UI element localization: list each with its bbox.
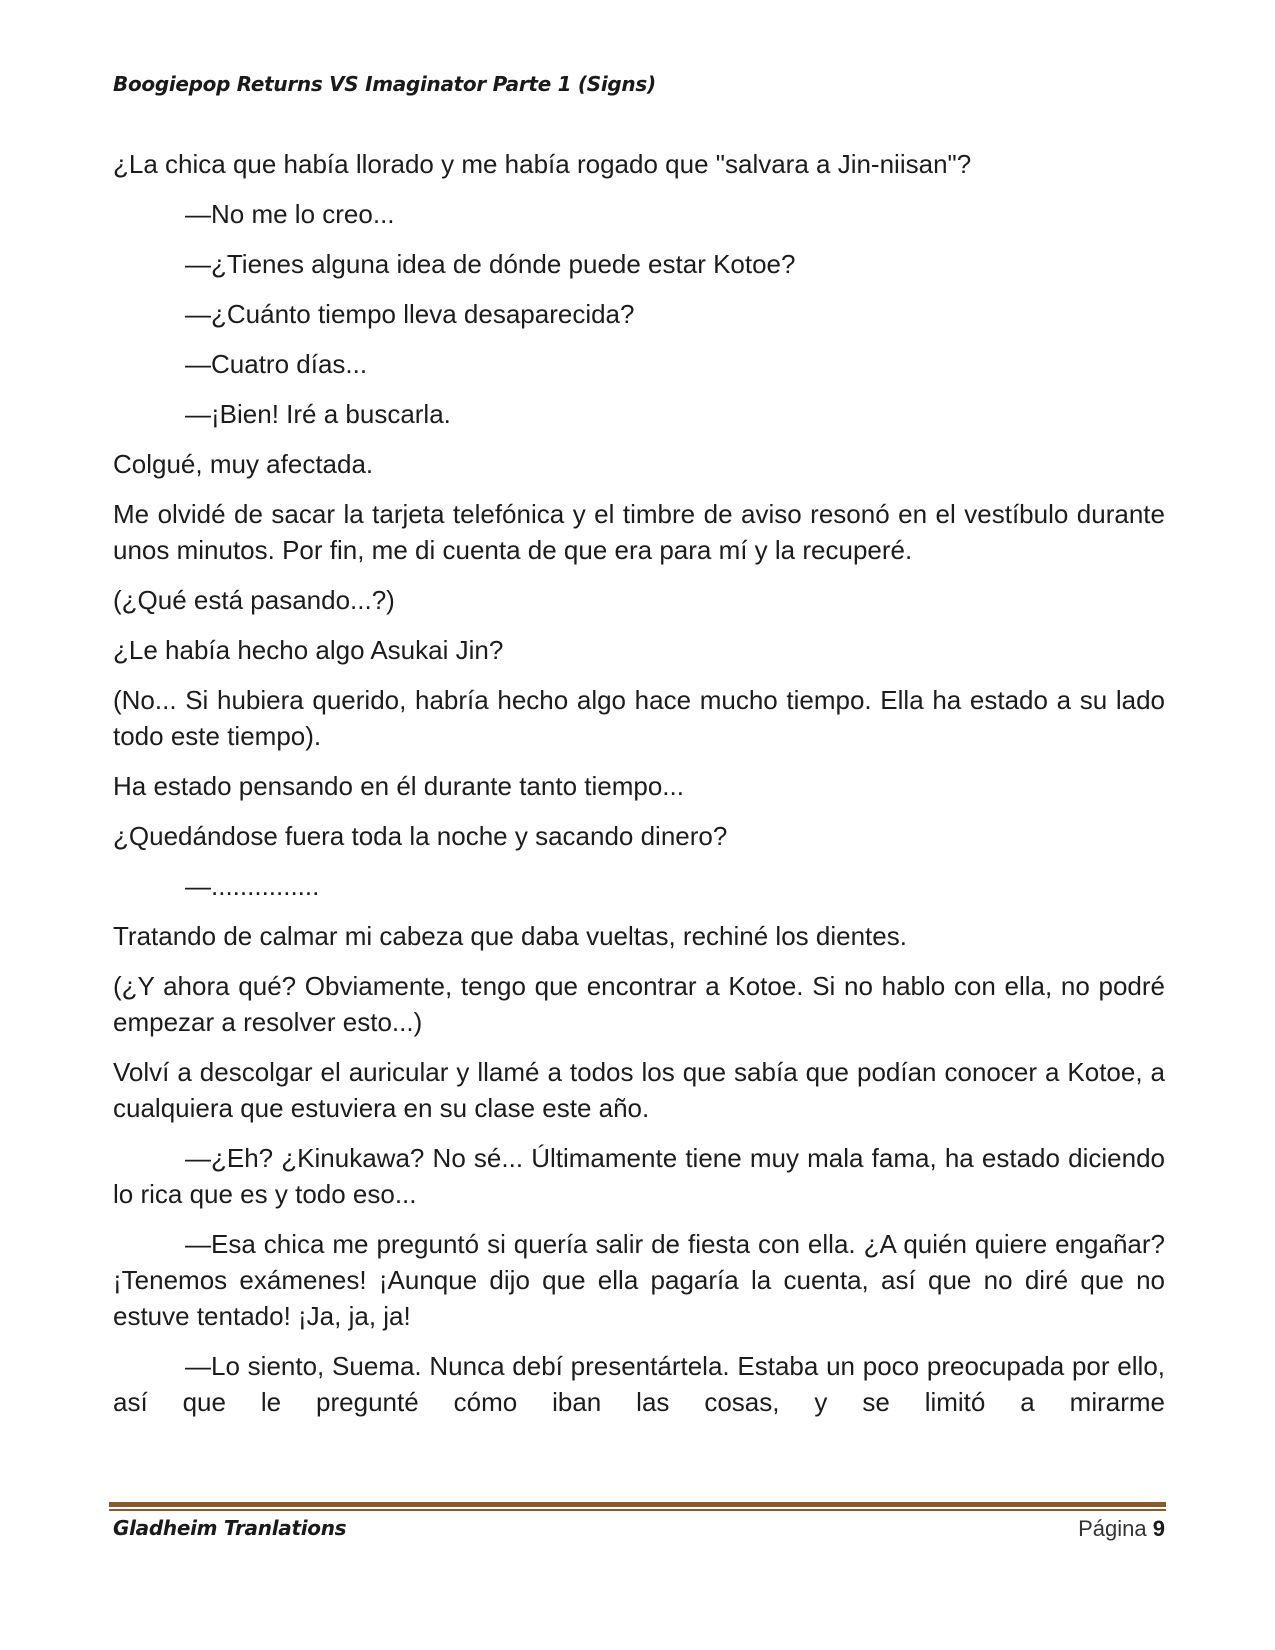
page-number: 9: [1152, 1516, 1165, 1541]
footer-credit: Gladheim Tranlations: [113, 1516, 347, 1540]
footer-rule-thick: [109, 1502, 1166, 1507]
paragraph: ¿La chica que había llorado y me había rogado que "salvara a Jin-niisan"?: [113, 149, 972, 179]
paragraph: ¿Le había hecho algo Asukai Jin?: [113, 635, 504, 665]
paragraph: —¡Bien! Iré a buscarla.: [185, 399, 451, 429]
footer-rule-thin: [109, 1509, 1166, 1511]
paragraph: Ha estado pensando en él durante tanto tiempo...: [113, 771, 684, 801]
paragraph: Tratando de calmar mi cabeza que daba vueltas, rechiné los dientes.: [113, 921, 907, 951]
paragraph: —¿Tienes alguna idea de dónde puede estar Kotoe?: [185, 249, 796, 279]
page-number-block: [1078, 1516, 1165, 1542]
paragraph: (¿Qué está pasando...?): [113, 585, 395, 615]
running-header: Boogiepop Returns VS Imaginator Parte 1 (Signs): [113, 72, 656, 96]
paragraph: Colgué, muy afectada.: [113, 449, 374, 479]
body-text: [113, 146, 1165, 1434]
paragraph: —¿Eh? ¿Kinukawa? No sé... Últimamente tiene muy mala fama, ha estado diciendo lo rica que es y todo eso...: [113, 1143, 1165, 1209]
paragraph: (No... Si hubiera querido, habría hecho algo hace mucho tiempo. Ella ha estado a su lado todo este tiempo).: [113, 685, 1165, 751]
paragraph: —¿Cuánto tiempo lleva desaparecida?: [185, 299, 635, 329]
paragraph: Me olvidé de sacar la tarjeta telefónica y el timbre de aviso resonó en el vestíbulo durante unos minutos. Por fin, me di cuenta de que era para mí y la recuperé.: [113, 499, 1165, 565]
paragraph: (¿Y ahora qué? Obviamente, tengo que encontrar a Kotoe. Si no hablo con ella, no podré empezar a resolver esto...): [113, 971, 1165, 1037]
paragraph: —Esa chica me preguntó si quería salir de fiesta con ella. ¿A quién quiere engañar? ¡Tenemos exámenes! ¡Aunque dijo que ella pagaría la cuenta, así que no diré que no estuve tentado! ¡Ja, ja, ja!: [113, 1229, 1165, 1331]
paragraph: —Lo siento, Suema. Nunca debí presentártela. Estaba un poco preocupada por ello, así que le pregunté cómo iban las cosas, y se limitó a mirarme: [113, 1351, 1165, 1417]
page-label: Página: [1078, 1516, 1147, 1541]
paragraph: —Cuatro días...: [185, 349, 368, 379]
paragraph: —...............: [185, 871, 320, 901]
paragraph: —No me lo creo...: [185, 199, 395, 229]
paragraph: Volví a descolgar el auricular y llamé a todos los que sabía que podían conocer a Kotoe, a cualquiera que estuviera en su clase este año.: [113, 1057, 1165, 1123]
paragraph: ¿Quedándose fuera toda la noche y sacando dinero?: [113, 821, 728, 851]
